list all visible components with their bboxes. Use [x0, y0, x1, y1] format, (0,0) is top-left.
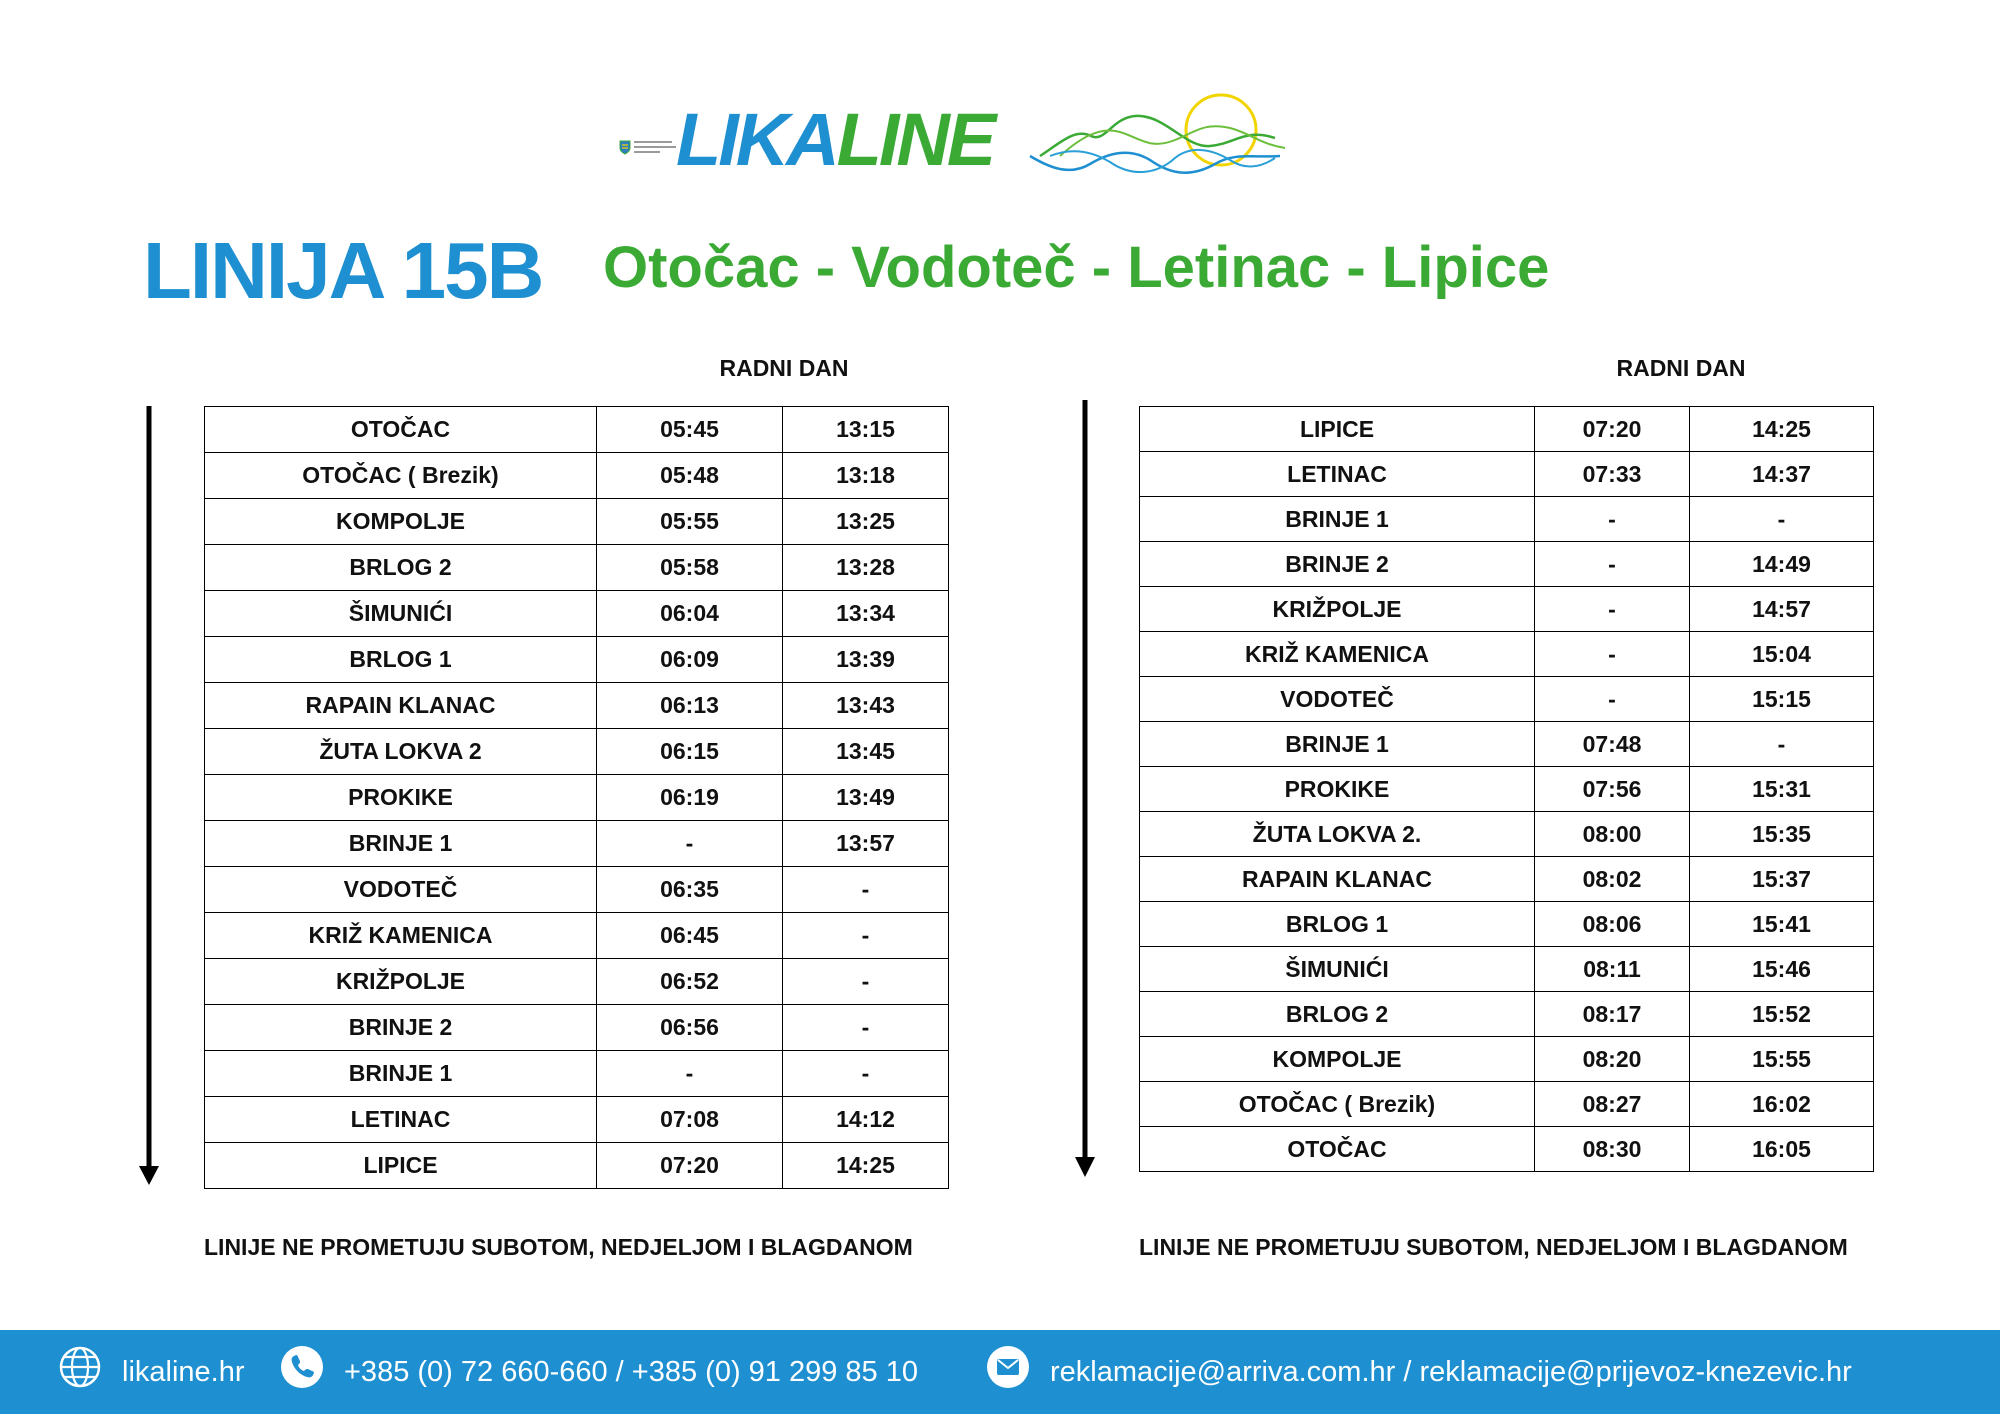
stop-name-cell: BRINJE 2 — [1140, 542, 1535, 587]
departure-time-cell: 06:45 — [597, 913, 783, 959]
departure-time-cell: 05:55 — [597, 499, 783, 545]
departure-time-cell: 06:19 — [597, 775, 783, 821]
departure-time-cell: - — [1690, 722, 1874, 767]
timetable-row — [205, 1005, 949, 1051]
departure-time-cell: 07:56 — [1535, 767, 1690, 812]
timetable-row — [205, 1051, 949, 1097]
timetable-outbound — [204, 406, 949, 1189]
timetable-row — [205, 545, 949, 591]
departure-time-cell: 06:15 — [597, 729, 783, 775]
departure-time-cell: 15:04 — [1690, 632, 1874, 677]
departure-time-cell: 14:25 — [1690, 407, 1874, 452]
stop-name-cell: OTOČAC ( Brezik) — [205, 453, 597, 499]
stop-name-cell: KRIŽ KAMENICA — [205, 913, 597, 959]
departure-time-cell: 08:17 — [1535, 992, 1690, 1037]
down-arrow-icon — [135, 400, 165, 1190]
stop-name-cell: KRIŽPOLJE — [205, 959, 597, 1005]
departure-time-cell: - — [1535, 677, 1690, 722]
stop-name-cell: PROKIKE — [205, 775, 597, 821]
departure-time-cell: 15:41 — [1690, 902, 1874, 947]
departure-time-cell: 06:04 — [597, 591, 783, 637]
website-link: likaline.hr — [122, 1356, 245, 1388]
timetable-row — [1140, 1082, 1874, 1127]
timetable-row — [1140, 677, 1874, 722]
departure-time-cell: - — [1535, 497, 1690, 542]
timetable-row — [205, 1097, 949, 1143]
departure-time-cell: 07:48 — [1535, 722, 1690, 767]
timetable-row — [1140, 1037, 1874, 1082]
departure-time-cell: - — [597, 1051, 783, 1097]
departure-time-cell: - — [1535, 587, 1690, 632]
departure-time-cell: - — [1535, 632, 1690, 677]
departure-time-cell: 13:57 — [783, 821, 949, 867]
departure-time-cell: 15:15 — [1690, 677, 1874, 722]
timetable-return — [1139, 406, 1874, 1172]
timetable-row — [1140, 632, 1874, 677]
stop-name-cell: BRINJE 1 — [205, 1051, 597, 1097]
departure-time-cell: 13:45 — [783, 729, 949, 775]
timetable-row — [205, 867, 949, 913]
departure-time-cell: 15:46 — [1690, 947, 1874, 992]
stop-name-cell: BRINJE 1 — [1140, 497, 1535, 542]
stop-name-cell: LIPICE — [1140, 407, 1535, 452]
departure-time-cell: 13:43 — [783, 683, 949, 729]
logo-landscape-graphic — [990, 88, 1390, 192]
stop-name-cell: BRLOG 2 — [1140, 992, 1535, 1037]
departure-time-cell: 07:33 — [1535, 452, 1690, 497]
departure-time-cell: 15:52 — [1690, 992, 1874, 1037]
stop-name-cell: ŠIMUNIĆI — [205, 591, 597, 637]
line-number-title: LINIJA 15B — [143, 226, 543, 315]
stop-name-cell: KRIŽ KAMENICA — [1140, 632, 1535, 677]
departure-time-cell: 07:20 — [597, 1143, 783, 1189]
departure-time-cell: 08:30 — [1535, 1127, 1690, 1172]
service-note: LINIJE NE PROMETUJU SUBOTOM, NEDJELJOM I BLAGDANOM — [1139, 1234, 1848, 1260]
departure-time-cell: 15:31 — [1690, 767, 1874, 812]
departure-time-cell: 14:57 — [1690, 587, 1874, 632]
timetable-row — [1140, 902, 1874, 947]
departure-time-cell: 13:25 — [783, 499, 949, 545]
stop-name-cell: ŽUTA LOKVA 2. — [1140, 812, 1535, 857]
departure-time-cell: 15:35 — [1690, 812, 1874, 857]
stop-name-cell: BRLOG 1 — [205, 637, 597, 683]
departure-time-cell: 14:49 — [1690, 542, 1874, 587]
logo-text-green: LINE — [836, 98, 994, 181]
departure-time-cell: 08:27 — [1535, 1082, 1690, 1127]
departure-time-cell: - — [783, 959, 949, 1005]
departure-time-cell: 08:02 — [1535, 857, 1690, 902]
timetable-row — [1140, 767, 1874, 812]
departure-time-cell: 06:56 — [597, 1005, 783, 1051]
stop-name-cell: VODOTEČ — [205, 867, 597, 913]
timetable-row — [205, 821, 949, 867]
timetable-row — [1140, 587, 1874, 632]
down-arrow-icon — [1071, 395, 1101, 1185]
timetable-row — [1140, 722, 1874, 767]
departure-time-cell: 08:11 — [1535, 947, 1690, 992]
county-emblem-lettering — [634, 141, 676, 155]
timetable-row — [1140, 812, 1874, 857]
stop-name-cell: PROKIKE — [1140, 767, 1535, 812]
departure-time-cell: 13:15 — [783, 407, 949, 453]
departure-time-cell: - — [783, 867, 949, 913]
timetable-row — [205, 775, 949, 821]
departure-time-cell: - — [783, 1005, 949, 1051]
timetable-heading-outbound: RADNI DAN — [719, 355, 849, 381]
timetable-row — [205, 1143, 949, 1189]
departure-time-cell: 08:06 — [1535, 902, 1690, 947]
brand-logo — [676, 98, 994, 181]
stop-name-cell: LIPICE — [205, 1143, 597, 1189]
departure-time-cell: - — [1535, 542, 1690, 587]
stop-name-cell: KOMPOLJE — [1140, 1037, 1535, 1082]
departure-time-cell: 08:00 — [1535, 812, 1690, 857]
service-note: LINIJE NE PROMETUJU SUBOTOM, NEDJELJOM I BLAGDANOM — [204, 1234, 913, 1260]
timetable-row — [1140, 542, 1874, 587]
stop-name-cell: RAPAIN KLANAC — [205, 683, 597, 729]
departure-time-cell: - — [783, 1051, 949, 1097]
timetable-row — [205, 913, 949, 959]
departure-time-cell: 15:55 — [1690, 1037, 1874, 1082]
timetable-row — [205, 453, 949, 499]
departure-time-cell: - — [1690, 497, 1874, 542]
departure-time-cell: 13:28 — [783, 545, 949, 591]
timetable-row — [205, 637, 949, 683]
departure-time-cell: 05:58 — [597, 545, 783, 591]
timetable-row — [1140, 857, 1874, 902]
departure-time-cell: 06:52 — [597, 959, 783, 1005]
timetable-heading-return: RADNI DAN — [1616, 355, 1746, 381]
departure-time-cell: - — [783, 913, 949, 959]
timetable-row — [1140, 407, 1874, 452]
stop-name-cell: ŠIMUNIĆI — [1140, 947, 1535, 992]
departure-time-cell: 07:20 — [1535, 407, 1690, 452]
stop-name-cell: OTOČAC — [205, 407, 597, 453]
stop-name-cell: OTOČAC — [1140, 1127, 1535, 1172]
phone-numbers: +385 (0) 72 660-660 / +385 (0) 91 299 85 10 — [344, 1356, 918, 1388]
timetable-row — [1140, 992, 1874, 1037]
departure-time-cell: 16:05 — [1690, 1127, 1874, 1172]
timetable-row — [205, 591, 949, 637]
departure-time-cell: 08:20 — [1535, 1037, 1690, 1082]
timetable-row — [205, 499, 949, 545]
stop-name-cell: LETINAC — [205, 1097, 597, 1143]
stop-name-cell: BRLOG 1 — [1140, 902, 1535, 947]
departure-time-cell: 05:45 — [597, 407, 783, 453]
stop-name-cell: VODOTEČ — [1140, 677, 1535, 722]
timetable-row — [205, 729, 949, 775]
stop-name-cell: KOMPOLJE — [205, 499, 597, 545]
departure-time-cell: 13:49 — [783, 775, 949, 821]
stop-name-cell: BRINJE 1 — [1140, 722, 1535, 767]
stop-name-cell: BRLOG 2 — [205, 545, 597, 591]
departure-time-cell: 06:35 — [597, 867, 783, 913]
mail-icon — [986, 1345, 1030, 1389]
departure-time-cell: 14:12 — [783, 1097, 949, 1143]
stop-name-cell: ŽUTA LOKVA 2 — [205, 729, 597, 775]
departure-time-cell: 14:37 — [1690, 452, 1874, 497]
stop-name-cell: BRINJE 1 — [205, 821, 597, 867]
departure-time-cell: 16:02 — [1690, 1082, 1874, 1127]
complaint-emails: reklamacije@arriva.com.hr / reklamacije@prijevoz-knezevic.hr — [1050, 1356, 1852, 1388]
stop-name-cell: LETINAC — [1140, 452, 1535, 497]
stop-name-cell: KRIŽPOLJE — [1140, 587, 1535, 632]
departure-time-cell: 14:25 — [783, 1143, 949, 1189]
timetable-row — [1140, 497, 1874, 542]
route-title: Otočac - Vodoteč - Letinac - Lipice — [603, 235, 1550, 300]
stop-name-cell: BRINJE 2 — [205, 1005, 597, 1051]
departure-time-cell: 13:39 — [783, 637, 949, 683]
departure-time-cell: 06:09 — [597, 637, 783, 683]
departure-time-cell: 13:18 — [783, 453, 949, 499]
logo-text-blue: LIKA — [676, 98, 837, 181]
phone-icon — [280, 1345, 324, 1389]
departure-time-cell: 15:37 — [1690, 857, 1874, 902]
departure-time-cell: 13:34 — [783, 591, 949, 637]
county-crest-icon — [619, 140, 631, 155]
stop-name-cell: OTOČAC ( Brezik) — [1140, 1082, 1535, 1127]
timetable-row — [1140, 452, 1874, 497]
stop-name-cell: RAPAIN KLANAC — [1140, 857, 1535, 902]
departure-time-cell: 06:13 — [597, 683, 783, 729]
departure-time-cell: 05:48 — [597, 453, 783, 499]
timetable-row — [1140, 1127, 1874, 1172]
timetable-row — [205, 683, 949, 729]
departure-time-cell: - — [597, 821, 783, 867]
globe-icon — [58, 1345, 102, 1389]
timetable-row — [205, 407, 949, 453]
timetable-row — [1140, 947, 1874, 992]
departure-time-cell: 07:08 — [597, 1097, 783, 1143]
timetable-row — [205, 959, 949, 1005]
